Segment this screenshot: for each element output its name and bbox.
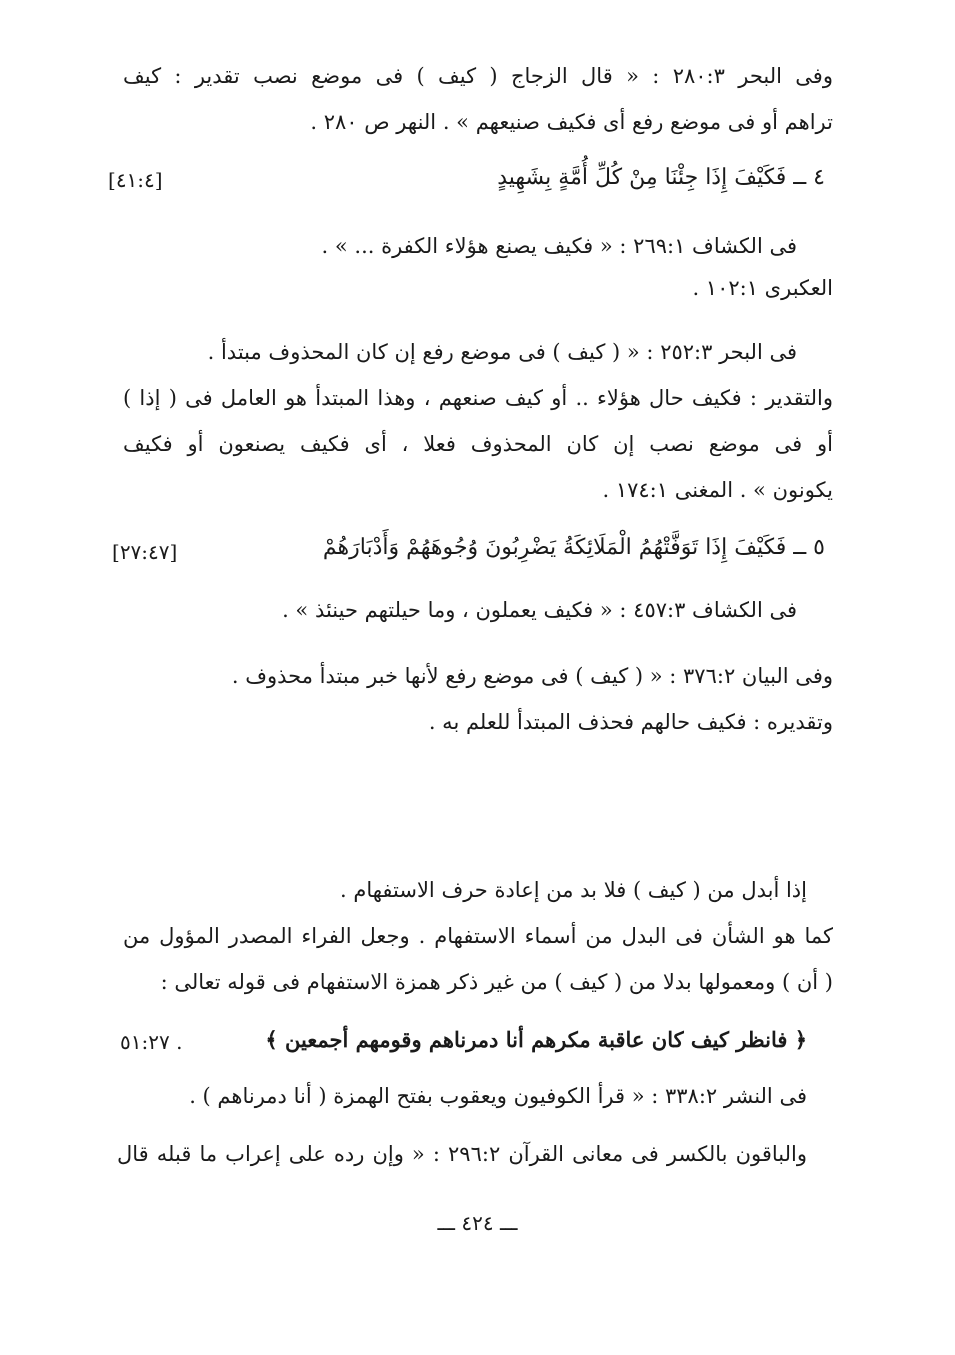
page-number: ـــ ٤٢٤ ـــ xyxy=(437,1211,518,1235)
text-line-taqdir: والتقدير : فكيف حال هؤلاء .. أو كيف صنعهم ، وهذا المبتدأ هو العامل فى ( إذا ) xyxy=(123,386,833,410)
text-line-baqun: والباقون بالكسر فى معانى القرآن ٢٩٦:٢ : « وإن رده على إعراب ما قبله قال xyxy=(117,1142,807,1166)
quran-verse-naml: ﴿ فانظر كيف كان عاقبة مكرهم أنا دمرناهم وقومهم أجمعين ﴾ xyxy=(265,1027,807,1052)
verse-reference-5: [٢٧:٤٧] xyxy=(112,540,178,564)
text-line-nashr: فى النشر ٣٣٨:٢ : « قرأ الكوفيون ويعقوب بفتح الهمزة ( أنا دمرناهم ) . xyxy=(189,1084,807,1108)
text-line-nasb: أو فى موضع نصب إن كان المحذوف فعلا ، أى فكيف يصنعون أو فكيف xyxy=(123,432,833,456)
text-line-mughni: يكونون » . المغنى ١٧٤:١ . xyxy=(602,478,833,502)
quran-verse-4: ٤ ــ فَكَيْفَ إِذَا جِئْنَا مِنْ كُلِّ أُمَّةٍ بِشَهِيدٍ xyxy=(497,165,825,190)
text-line-bahr-2: فى البحر ٢٥٢:٣ : « ( كيف ) فى موضع رفع إن كان المحذوف مبتدأ . xyxy=(207,340,797,364)
text-line-kashshaf-1: فى الكشاف ٢٦٩:١ : « فكيف يصنع هؤلاء الكفرة ... » . xyxy=(321,234,797,258)
text-line-1: وفى البحر ٢٨٠:٣ : « قال الزجاج ( كيف ) فى موضع نصب تقدير : كيف xyxy=(123,64,833,88)
text-line-2: تراهم أو فى موضع رفع أى فكيف صنيعهم » . النهر ص ٢٨٠ . xyxy=(310,110,833,134)
text-line-ibdal: إذا أبدل من ( كيف ) فلا بد من إعادة حرف الاستفهام . xyxy=(339,878,807,902)
verse-reference-naml: ٥١:٢٧ . xyxy=(120,1030,183,1054)
verse-reference-4: [٤١:٤] xyxy=(108,168,163,192)
text-line-shaan: كما هو الشأن فى البدل من أسماء الاستفهام . وجعل الفراء المصدر المؤول من xyxy=(123,924,834,948)
quran-verse-5: ٥ ــ فَكَيْفَ إِذَا تَوَفَّتْهُمُ الْمَلَائِكَةُ يَضْرِبُونَ وُجُوهَهُمْ وَأَدْبَارَهُمْ xyxy=(322,535,825,560)
text-line-an: ( أن ) ومعمولها بدلا من ( كيف ) من غير ذكر همزة الاستفهام فى قوله تعالى : xyxy=(160,970,833,994)
text-line-taqdiruhu: وتقديره : فكيف حالهم فحذف المبتدأ للعلم به . xyxy=(428,710,833,734)
text-line-kashshaf-2: فى الكشاف ٤٥٧:٣ : « فكيف يعملون ، وما حيلتهم حينئذ » . xyxy=(282,598,797,622)
text-line-bayan: وفى البيان ٣٧٦:٢ : « ( كيف ) فى موضع رفع لأنها خبر مبتدأ محذوف . xyxy=(231,664,833,688)
text-line-ukbari: العكبرى ١٠٢:١ . xyxy=(692,276,833,300)
